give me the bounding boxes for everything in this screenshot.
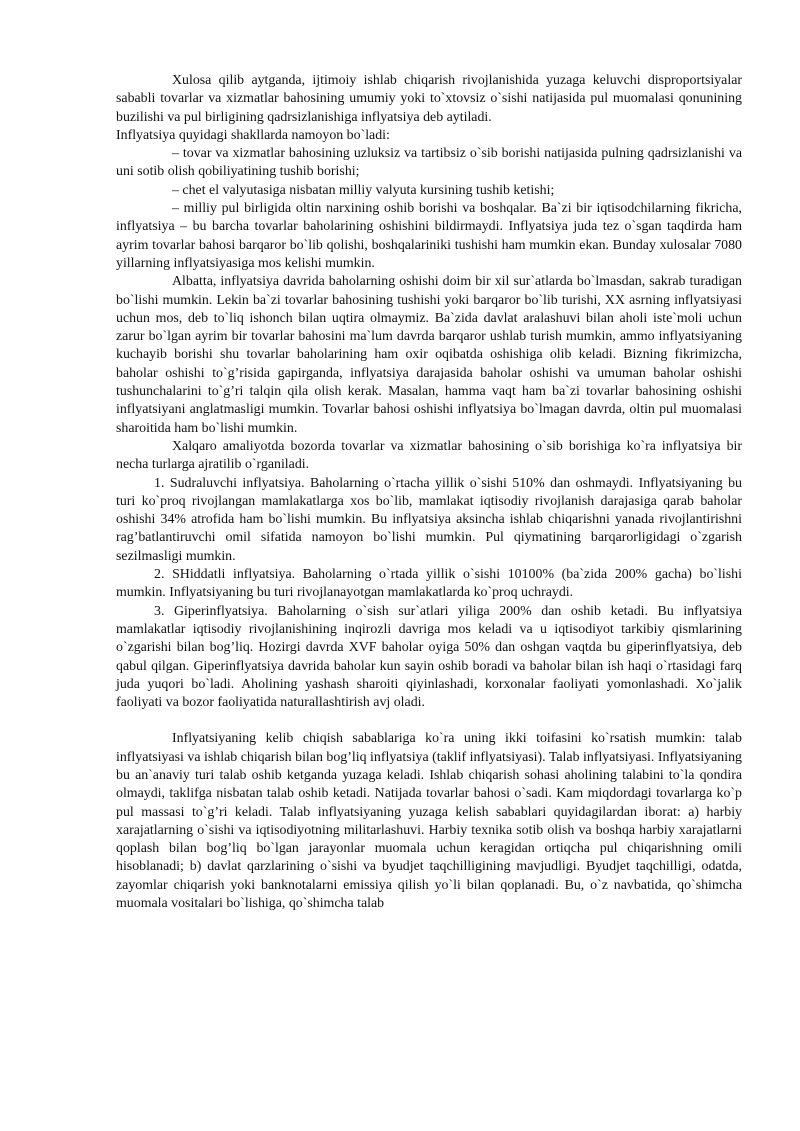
paragraph-spacer xyxy=(116,712,742,730)
document-page xyxy=(116,72,742,913)
list-item-creeping-inflation: 1. Sudraluvchi inflyatsiya. Baholarning o`rtacha yillik o`sishi 510% dan oshmaydi. Inflyatsiyaning bu turi ko`proq rivojlangan mamlakatlarga xos bo`lib, mamlakat iqtisodiy rivojlanish darajasiga qarab baholar oshishi 34% atrofida ham bo`lishi mumkin. Bu inflyatsiya aksincha ishlab chiqarishni yanada rivojlantirishni rag’batlantiruvchi omil sifatida namoyon bo`lishi mumkin. Pul qiymatining barqarorligidagi o`zgarish sezilmasligi mumkin. xyxy=(116,475,742,564)
paragraph-inflation-types-intro: Xalqaro amaliyotda bozorda tovarlar va xizmatlar bahosining o`sib borishiga ko`ra inflyatsiya bir necha turlarga ajratilib o`rganiladi. xyxy=(116,438,742,473)
paragraph-conclusion: Xulosa qilib aytganda, ijtimoiy ishlab chiqarish rivojlanishida yuzaga keluvchi disproportsiyalar sababli tovarlar va xizmatlar bahosining umumiy yoki to`xtovsiz o`sishi natijasida pul muomalasi qonunining buzilishi va pul birligining qadrsizlanishiga inflyatsiya deb aytiladi. xyxy=(116,73,742,125)
list-item-currency-rate: – chet el valyutasiga nisbatan milliy valyuta kursining tushib ketishi; xyxy=(172,182,555,198)
paragraph-forms-intro: Inflyatsiya quyidagi shakllarda namoyon bo`ladi: xyxy=(116,127,390,143)
paragraph-price-dynamics: Albatta, inflyatsiya davrida baholarning oshishi doim bir xil sur`atlarda bo`lmasdan, sakrab turadigan bo`lishi mumkin. Lekin ba`zi tovarlar bahosining tushishi yoki barqaror bo`lib turishi, XX asrning inflyatsiyasi uchun mos, deb to`liq ishonch bilan uqtira olmaymiz. Ba`zida davlat aralashuvi bilan aholi iste`moli uchun zarur bo`lgan ayrim bir tovarlar bahosini ma`lum davrda barqaror ushlab turish mumkin, ammo inflyatsiyaning kuchayib borishi shu tovarlar baholarining ham oxir oqibatda oshishiga olib keladi. Bizning fikrimizcha, baholar oshishi to`g’risida gapirganda, inflyatsiya darajasida baholar oshishi va umuman baholar oshishi tushunchalarini to`g’ri talqin qila olish kerak. Masalan, hamma vaqt ham ba`zi tovarlar bahosining oshishi inflyatsiyani anglatmasligi mumkin. Tovarlar bahosi oshishi inflyatsiya bo`lmagan davrda, oltin pul muomalasi sharoitida ham bo`lishi mumkin. xyxy=(116,274,742,436)
list-item-hyperinflation: 3. Giperinflyatsiya. Baholarning o`sish sur`atlari yiliga 200% dan oshib ketadi. Bu inflyatsiya mamlakatlar iqtisodiy rivojlanishining inqirozli davriga mos keladi va u iqtisodiyot tarkibiy qismlarining o`zgarishi bilan bog’liq. Hozirgi davrda XVF baholar oyiga 50% dan oshgan vaqtda bu giperinflyatsiya, deb qabul qilgan. Giperinflyatsiya davrida baholar kun sayin oshib boradi va baholar bilan ish haqi o`rtasidagi farq juda yuqori bo`ladi. Aholining yashash sharoiti qiyinlashadi, korxonalar faoliyati yomonlashadi. Xo`jalik faoliyati va bozor faoliyatida naturallashtirish avj oladi. xyxy=(116,603,742,711)
paragraph-inflation-causes: Inflyatsiyaning kelib chiqish sabablariga ko`ra uning ikki toifasini ko`rsatish mumkin: talab inflyatsiyasi va ishlab chiqarish bilan bog’liq inflyatsiya (taklif inflyatsiyasi). Talab inflyatsiyasi. Inflyatsiyaning bu an`anaviy turi talab oshib ketganda yuzaga keladi. Ishlab chiqarish sohasi aholining talabini to`la qondira olmaydi, taklifga nisbatan talab oshib ketadi. Natijada tovarlar bahosi o`sadi. Kam miqdordagi tovarlarga ko`p pul massasi to`g’ri keladi. Talab inflyatsiyaning yuzaga kelish sabablari quyidagilardan iborat: a) harbiy xarajatlarning o`sishi va iqtisodiyotning militarlashuvi. Harbiy texnika sotib olish va boshqa harbiy xarajatlarni qoplash bilan bog’liq bo`lgan jarayonlar muomala uchun keragidan ortiqcha pul chiqarishning omili hisoblanadi; b) davlat qarzlarining o`sishi va byudjet taqchilligining mavjudligi. Byudjet taqchilligi, odatda, zayomlar chiqarish yoki banknotalarni emissiya qilish yo`li bilan qoplanadi. Bu, o`z navbatida, qo`shimcha muomala vositalari bo`lishiga, qo`shimcha talab xyxy=(116,731,742,912)
list-item-gold-price: – milliy pul birligida oltin narxining oshib borishi va boshqalar. Ba`zi bir iqtisodchilarning fikricha, inflyatsiya – bu barcha tovarlar baholarining oshishini bildirmaydi. Inflyatsiya juda tez o`sgan taqdirda ham ayrim tovarlar bahosi barqaror bo`lib qolishi, boshqalariniki tushishi ham mumkin ekan. Bunday xulosalar 7080 yillarning inflyatsiyasiga mos kelishi mumkin. xyxy=(116,201,742,271)
list-item-galloping-inflation: 2. SHiddatli inflyatsiya. Baholarning o`rtada yillik o`sishi 10100% (ba`zida 200% gacha) bo`lishi mumkin. Inflyatsiyaning bu turi rivojlanayotgan mamlakatlarda ko`proq uchraydi. xyxy=(116,567,742,601)
list-item-price-growth: – tovar va xizmatlar bahosining uzluksiz va tartibsiz o`sib borishi natijasida pulning qadrsizlanishi va uni sotib olish qobiliyatining tushib borishi; xyxy=(116,146,742,180)
